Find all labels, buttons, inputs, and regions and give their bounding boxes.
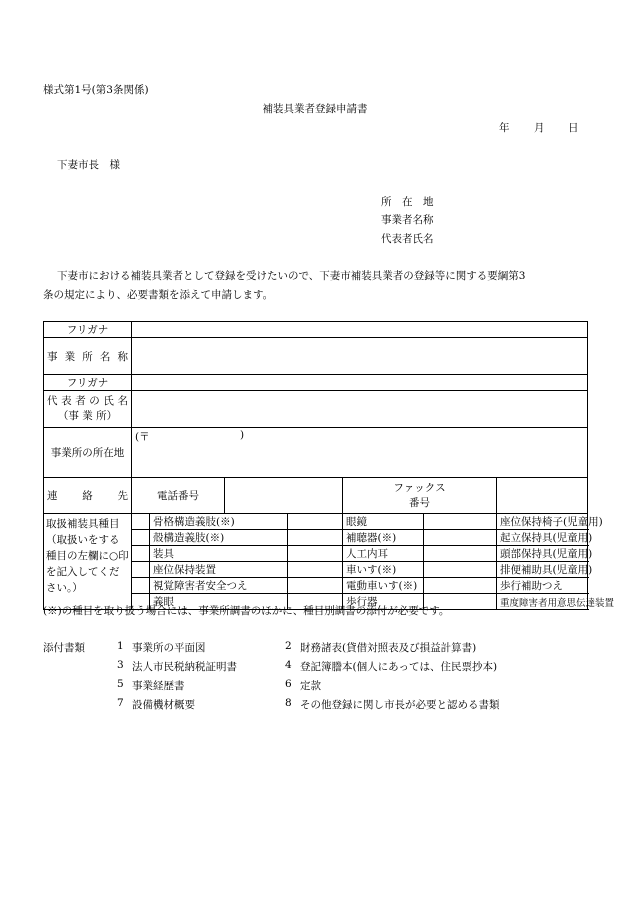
rep-name-label: [44, 391, 132, 428]
device-item: 装具: [150, 546, 288, 562]
attachment-item: その他登録に関し市長が必要と認める書類: [300, 699, 500, 711]
form-number: 様式第1号(第3条関係): [43, 84, 149, 96]
check-cell[interactable]: [424, 546, 497, 562]
device-item: 歩行器: [343, 594, 424, 610]
check-cell[interactable]: [424, 562, 497, 578]
attachment-num: 2: [285, 640, 292, 652]
check-cell[interactable]: [288, 514, 343, 530]
fax-label-line1: ファックス: [393, 481, 446, 494]
device-item: 排便補助具(児童用): [497, 562, 588, 578]
postal-mark: (〒: [135, 431, 150, 443]
attachment-item: 法人市民税納税証明書: [132, 661, 237, 673]
device-item: 頭部保持具(児童用): [497, 546, 588, 562]
device-item: 座位保持椅子(児童用): [497, 514, 588, 530]
device-item: 眼鏡: [343, 514, 424, 530]
attachment-item: 財務諸表(貸借対照表及び損益計算書): [300, 642, 477, 654]
applicant-name-label: 事業者名称: [381, 214, 434, 226]
attachment-num: 4: [285, 659, 292, 671]
fax-field[interactable]: [497, 478, 588, 514]
business-name-label: 事 業 所 名 称: [44, 338, 132, 375]
fax-label: [343, 478, 497, 514]
device-item: 歩行補助つえ: [497, 578, 588, 594]
rep-name-label-line1: 代表者の氏名: [47, 395, 128, 407]
attachment-num: 3: [117, 659, 124, 671]
application-table: [43, 321, 615, 610]
contact-label: 連 絡 先: [44, 478, 132, 514]
device-item: 補聴器(※): [343, 530, 424, 546]
device-item: 視覚障害者安全つえ: [150, 578, 288, 594]
check-cell[interactable]: [424, 530, 497, 546]
furigana-field-1[interactable]: [132, 322, 588, 338]
device-kinds-label: 取扱補装具種目（取扱いをする種目の左欄に○印を記入してください。）: [44, 514, 132, 610]
date-year: 年: [499, 122, 510, 134]
check-cell[interactable]: [424, 514, 497, 530]
attachment-item: 設備機材概要: [132, 699, 195, 711]
attachment-num: 5: [117, 678, 124, 690]
check-cell[interactable]: [132, 578, 150, 594]
attachment-num: 6: [285, 678, 292, 690]
attachment-num: 8: [285, 697, 292, 709]
check-cell[interactable]: [132, 514, 150, 530]
device-item: 骨格構造義肢(※): [150, 514, 288, 530]
check-cell[interactable]: [424, 578, 497, 594]
postal-close: ): [240, 429, 245, 441]
body-text-line2: 条の規定により、必要書類を添えて申請します。: [43, 289, 274, 301]
furigana-label-1: フリガナ: [44, 322, 132, 338]
business-name-field[interactable]: [132, 338, 588, 375]
rep-name-field[interactable]: [132, 391, 588, 428]
attachment-item: 事業所の平面図: [132, 642, 206, 654]
check-cell[interactable]: [132, 546, 150, 562]
device-item: 座位保持装置: [150, 562, 288, 578]
phone-field[interactable]: [225, 478, 343, 514]
device-item: 殻構造義肢(※): [150, 530, 288, 546]
phone-label: 電話番号: [132, 478, 225, 514]
document-title: 補装具業者登録申請書: [262, 103, 368, 115]
device-item: 人工内耳: [343, 546, 424, 562]
applicant-rep-label: 代表者氏名: [381, 233, 434, 245]
fax-label-line2: 番号: [409, 496, 430, 509]
check-cell[interactable]: [132, 530, 150, 546]
device-item: 車いす(※): [343, 562, 424, 578]
check-cell[interactable]: [288, 530, 343, 546]
attachments-label: 添付書類: [43, 642, 85, 654]
attachment-num: 7: [117, 697, 124, 709]
attachment-item: 事業経歴書: [132, 680, 185, 692]
check-cell[interactable]: [132, 562, 150, 578]
furigana-field-2[interactable]: [132, 375, 588, 391]
date-day: 日: [568, 122, 579, 134]
attachment-item: 定款: [300, 680, 321, 692]
rep-name-label-line2: （事 業 所）: [57, 410, 118, 422]
device-item: 重度障害者用意思伝達装置: [497, 594, 588, 610]
check-cell[interactable]: [288, 578, 343, 594]
device-item: 電動車いす(※): [343, 578, 424, 594]
date-month: 月: [534, 122, 545, 134]
applicant-address-label: 所 在 地: [381, 196, 434, 208]
check-cell[interactable]: [288, 562, 343, 578]
device-item: 義眼: [150, 594, 288, 610]
attachment-num: 1: [117, 640, 124, 652]
address-field[interactable]: [132, 428, 588, 478]
attachment-item: 登記簿謄本(個人にあっては、住民票抄本): [300, 661, 498, 673]
device-item: 起立保持具(児童用): [497, 530, 588, 546]
address-label: 事業所の所在地: [44, 428, 132, 478]
check-cell[interactable]: [288, 546, 343, 562]
addressee: 下妻市長 様: [57, 159, 120, 171]
note-text: (※)の種目を取り扱う場合には、事業所調書のほかに、種目別調書の添付が必要です。: [43, 605, 450, 617]
body-text-line1: 下妻市における補装具業者として登録を受けたいので、下妻市補装具業者の登録等に関する要綱第3: [57, 270, 526, 282]
furigana-label-2: フリガナ: [44, 375, 132, 391]
